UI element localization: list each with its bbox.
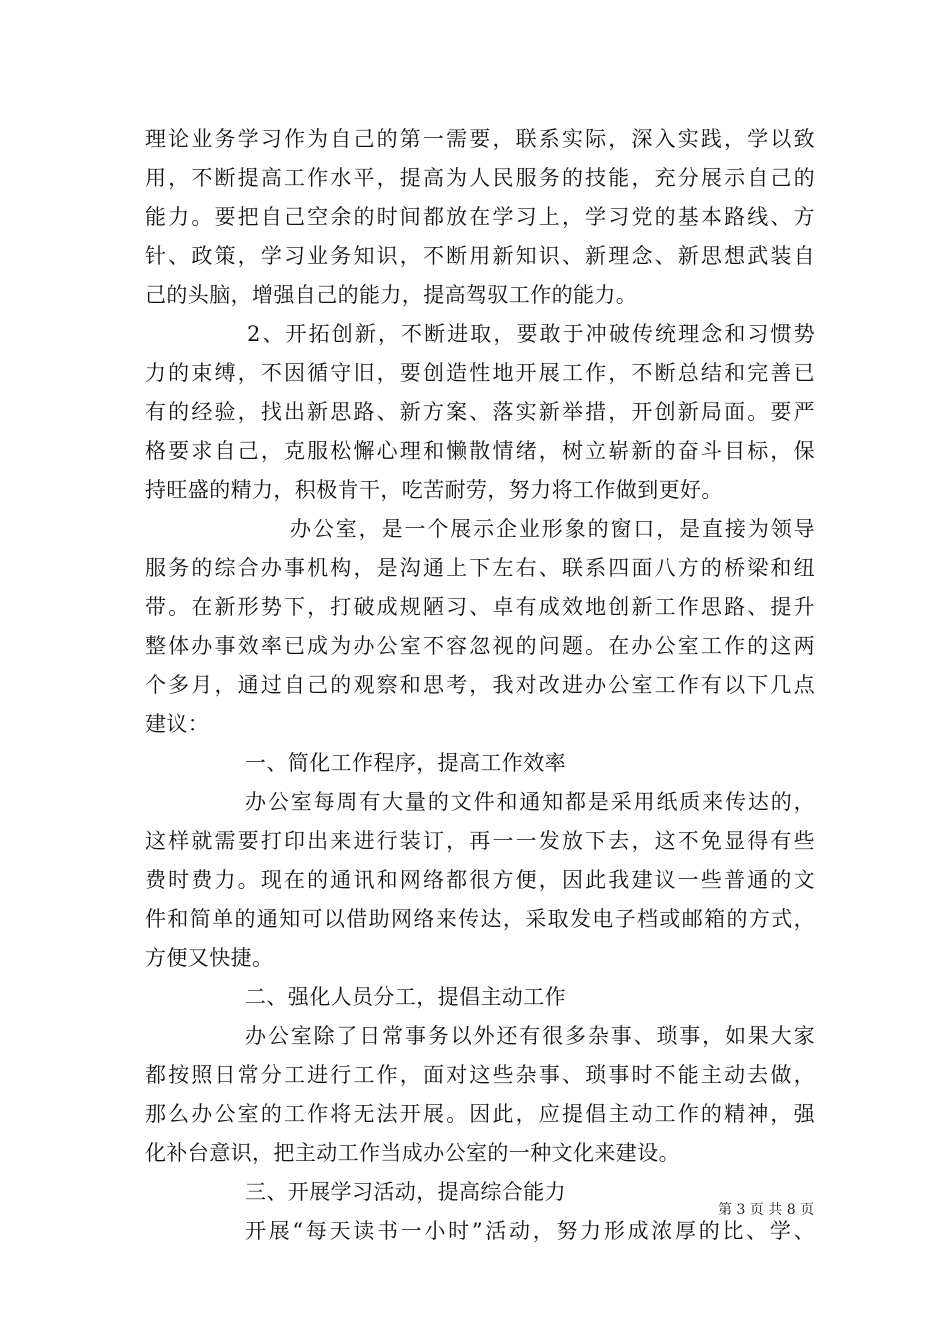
text-line: 办公室，是一个展示企业形象的窗口，是直接为领导 <box>290 517 815 541</box>
text-line: 能力。要把自己空余的时间都放在学习上，学习党的基本路线、方 <box>145 205 815 229</box>
text-line: 方便又快捷。 <box>145 946 274 970</box>
text-line: 办公室每周有大量的文件和通知都是采用纸质来传达的， <box>245 790 815 814</box>
text-line: 服务的综合办事机构，是沟通上下左右、联系四面八方的桥梁和纽 <box>145 556 815 580</box>
section-heading: 一、简化工作程序，提高工作效率 <box>245 751 566 775</box>
section-heading: 三、开展学习活动，提高综合能力 <box>245 1180 566 1204</box>
text-line: 建议： <box>145 712 210 736</box>
text-line: 那么办公室的工作将无法开展。因此，应提倡主动工作的精神，强 <box>145 1102 815 1126</box>
text-line: 持旺盛的精力，积极肯干，吃苦耐劳，努力将工作做到更好。 <box>145 478 723 502</box>
text-line: 整体办事效率已成为办公室不容忽视的问题。在办公室工作的这两 <box>145 634 815 658</box>
text-line: 用，不断提高工作水平，提高为人民服务的技能，充分展示自己的 <box>145 166 815 190</box>
text-line: 开展“每天读书一小时”活动，努力形成浓厚的比、学、 <box>245 1219 815 1243</box>
text-line: 化补台意识，把主动工作当成办公室的一种文化来建设。 <box>145 1141 680 1165</box>
text-line: 件和简单的通知可以借助网络来传达，采取发电子档或邮箱的方式， <box>145 907 815 931</box>
text-line: 己的头脑，增强自己的能力，提高驾驭工作的能力。 <box>145 283 638 307</box>
text-line: 带。在新形势下，打破成规陋习、卓有成效地创新工作思路、提升 <box>145 595 815 619</box>
section-heading: 二、强化人员分工，提倡主动工作 <box>245 985 566 1009</box>
text-line: 个多月，通过自己的观察和思考，我对改进办公室工作有以下几点 <box>145 673 815 697</box>
text-line: 费时费力。现在的通讯和网络都很方便，因此我建议一些普通的文 <box>145 868 815 892</box>
text-line: 办公室除了日常事务以外还有很多杂事、琐事，如果大家 <box>245 1024 815 1048</box>
text-line: 这样就需要打印出来进行装订，再一一发放下去，这不免显得有些 <box>145 829 815 853</box>
text-line: 有的经验，找出新思路、新方案、落实新举措，开创新局面。要严 <box>145 400 815 424</box>
text-line: 都按照日常分工进行工作，面对这些杂事、琐事时不能主动去做， <box>145 1063 815 1087</box>
text-line: 2、开拓创新，不断进取，要敢于冲破传统理念和习惯势 <box>247 322 815 346</box>
text-line: 针、政策，学习业务知识，不断用新知识、新理念、新思想武装自 <box>145 244 815 268</box>
text-line: 理论业务学习作为自己的第一需要，联系实际，深入实践，学以致 <box>145 127 815 151</box>
page-number: 第 3 页 共 8 页 <box>718 1202 815 1218</box>
text-line: 力的束缚，不因循守旧，要创造性地开展工作，不断总结和完善已 <box>145 361 815 385</box>
text-line: 格要求自己，克服松懈心理和懒散情绪，树立崭新的奋斗目标，保 <box>145 439 815 463</box>
